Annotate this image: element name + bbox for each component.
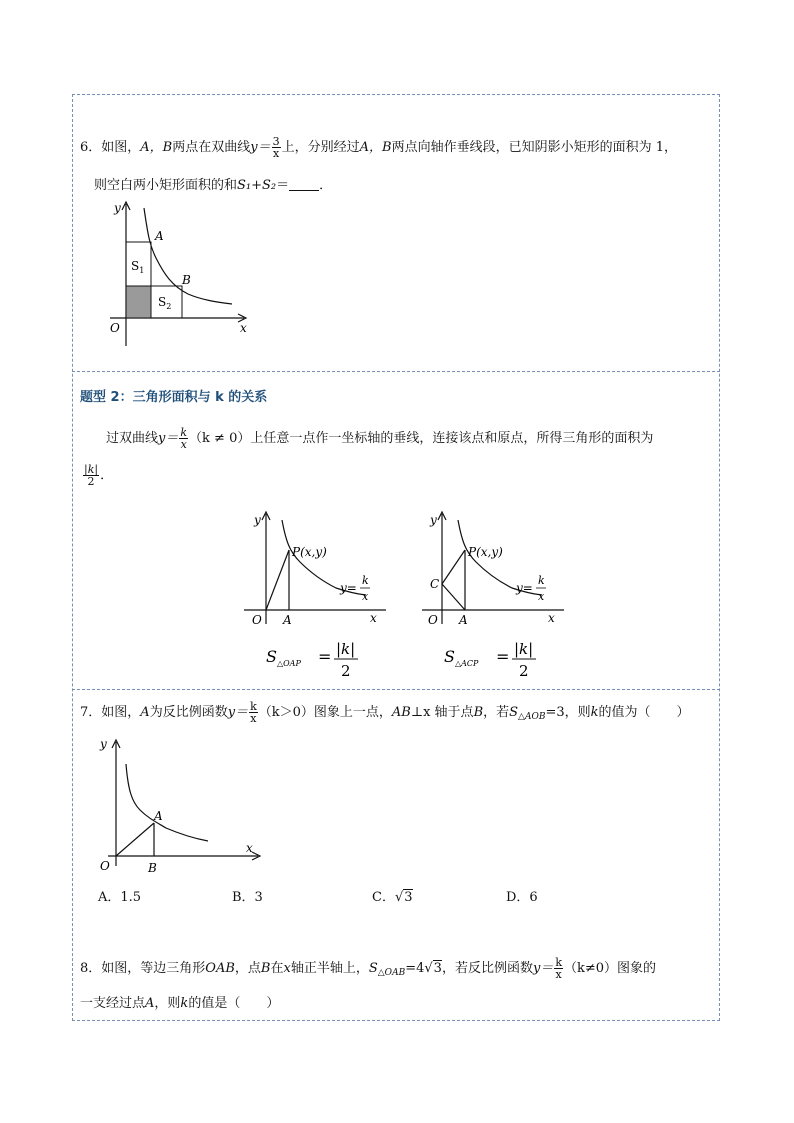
type2-area-fraction: $\frac{|k|}{2}$ — [84, 463, 99, 488]
fig1-label-p: P(x,y) — [292, 545, 327, 559]
fig2-label-p: P(x,y) — [468, 545, 503, 559]
fig1-curve-num: k — [362, 574, 369, 587]
section-divider-2 — [72, 689, 720, 690]
q6-label-x: x — [240, 321, 247, 335]
fig2-label-c: C — [430, 577, 440, 591]
formula2-eq: = — [496, 647, 510, 666]
q6-figure — [96, 196, 266, 352]
q8-fraction: $\frac{k}{x}$ — [555, 956, 562, 981]
fig2-curve-num: k — [538, 574, 545, 587]
fig2-curve-den: x — [538, 590, 545, 603]
q7-option-b[interactable]: B．3 — [232, 890, 263, 905]
fig2-label-y: y — [430, 513, 437, 527]
q6-label-b: B — [182, 273, 191, 287]
formula2-num: |k| — [514, 640, 534, 658]
type2-formula-1 — [262, 636, 372, 682]
fig1-segment-op — [266, 550, 289, 610]
q7-label-a: A — [154, 809, 163, 823]
fig1-label-x: x — [370, 611, 377, 625]
q8-line-2: 一支经过点A，则k的值是（ ） — [80, 996, 280, 1011]
q6-label-s2: $S_2$ — [158, 295, 172, 311]
q7-label-y: y — [100, 737, 107, 751]
type2-fraction: $\frac{k}{x}$ — [180, 426, 188, 451]
q7-option-a[interactable]: A．1.5 — [98, 890, 142, 905]
q6-label-y: y — [114, 201, 121, 215]
fig1-label-y: y — [254, 513, 261, 527]
type2-formula-2 — [440, 636, 550, 682]
q6-label-a: A — [155, 229, 164, 243]
q7-option-d[interactable]: D．6 — [506, 890, 538, 905]
q7-figure — [96, 730, 266, 880]
q6-fraction: $\frac{3}{x}$ — [272, 135, 280, 160]
fig2-segment-cp — [442, 550, 465, 584]
answer-blank[interactable] — [289, 178, 319, 191]
q7-option-c[interactable]: C．√3 — [372, 890, 413, 905]
fig1-label-a: A — [283, 613, 292, 627]
section-divider-1 — [72, 371, 720, 372]
q6-line-2: 则空白两小矩形面积的和S₁+S₂＝ ． — [94, 178, 333, 193]
formula1-num: |k| — [336, 640, 356, 658]
q7-label-o: O — [100, 859, 110, 873]
fig1-curve-den: x — [362, 590, 369, 603]
q7-label-x: x — [246, 841, 253, 855]
formula1-s: $S_{\triangle OAP}$ — [266, 647, 301, 668]
q6-hyperbola — [144, 208, 232, 304]
fig2-label-a: A — [459, 613, 468, 627]
type2-paragraph-line-2: $\frac{|k|}{2}$ ． — [84, 463, 114, 488]
formula1-eq: = — [318, 647, 332, 666]
q6-line-1: 6．如图，A，B两点在双曲线y＝ $\frac{3}{x}$ 上，分别经过A，B两点向轴作垂线段，已知阴影小矩形的面积为 1， — [80, 135, 677, 160]
fig1-curve-eq: y= — [340, 581, 357, 595]
type2-figure-1 — [240, 506, 390, 630]
fig2-segment-ca — [442, 584, 465, 610]
q8-line-1: 8．如图，等边三角形OAB，点B在x轴正半轴上，$S_{\triangle OAB}=4√3$，若反比例函数y＝ $\frac{k}{x}$ （k≠0）图象的 — [80, 956, 657, 981]
fig2-curve-eq: y= — [516, 581, 533, 595]
q7-label-b: B — [148, 861, 157, 875]
fig2-label-x: x — [548, 611, 555, 625]
type2-heading: 题型 2：三角形面积与 k 的关系 — [80, 390, 268, 405]
type2-paragraph-line-1: 过双曲线y＝ $\frac{k}{x}$ （k ≠ 0）上任意一点作一坐标轴的垂线，连接该点和原点，所得三角形的面积为 — [106, 426, 654, 451]
formula2-den: 2 — [519, 662, 529, 680]
formula1-den: 2 — [341, 662, 351, 680]
q7-question: 7．如图，A为反比例函数y＝ $\frac{k}{x}$ （k＞0）图象上一点，AB⊥x 轴于点B，若$S_{\triangle AOB}=3$，则k的值为（ ） — [80, 700, 690, 725]
shaded-rectangle — [126, 286, 151, 318]
q7-fraction: $\frac{k}{x}$ — [250, 700, 257, 725]
q7-segment-oa — [116, 823, 154, 856]
formula2-s: $S_{\triangle ACP}$ — [444, 647, 479, 668]
fig2-label-o: O — [428, 613, 438, 627]
q6-label-o: O — [110, 321, 120, 335]
q7-hyperbola — [126, 764, 208, 841]
fig1-label-o: O — [252, 613, 262, 627]
type2-figure-2 — [418, 506, 568, 630]
q6-label-s1: $S_1$ — [131, 259, 145, 275]
